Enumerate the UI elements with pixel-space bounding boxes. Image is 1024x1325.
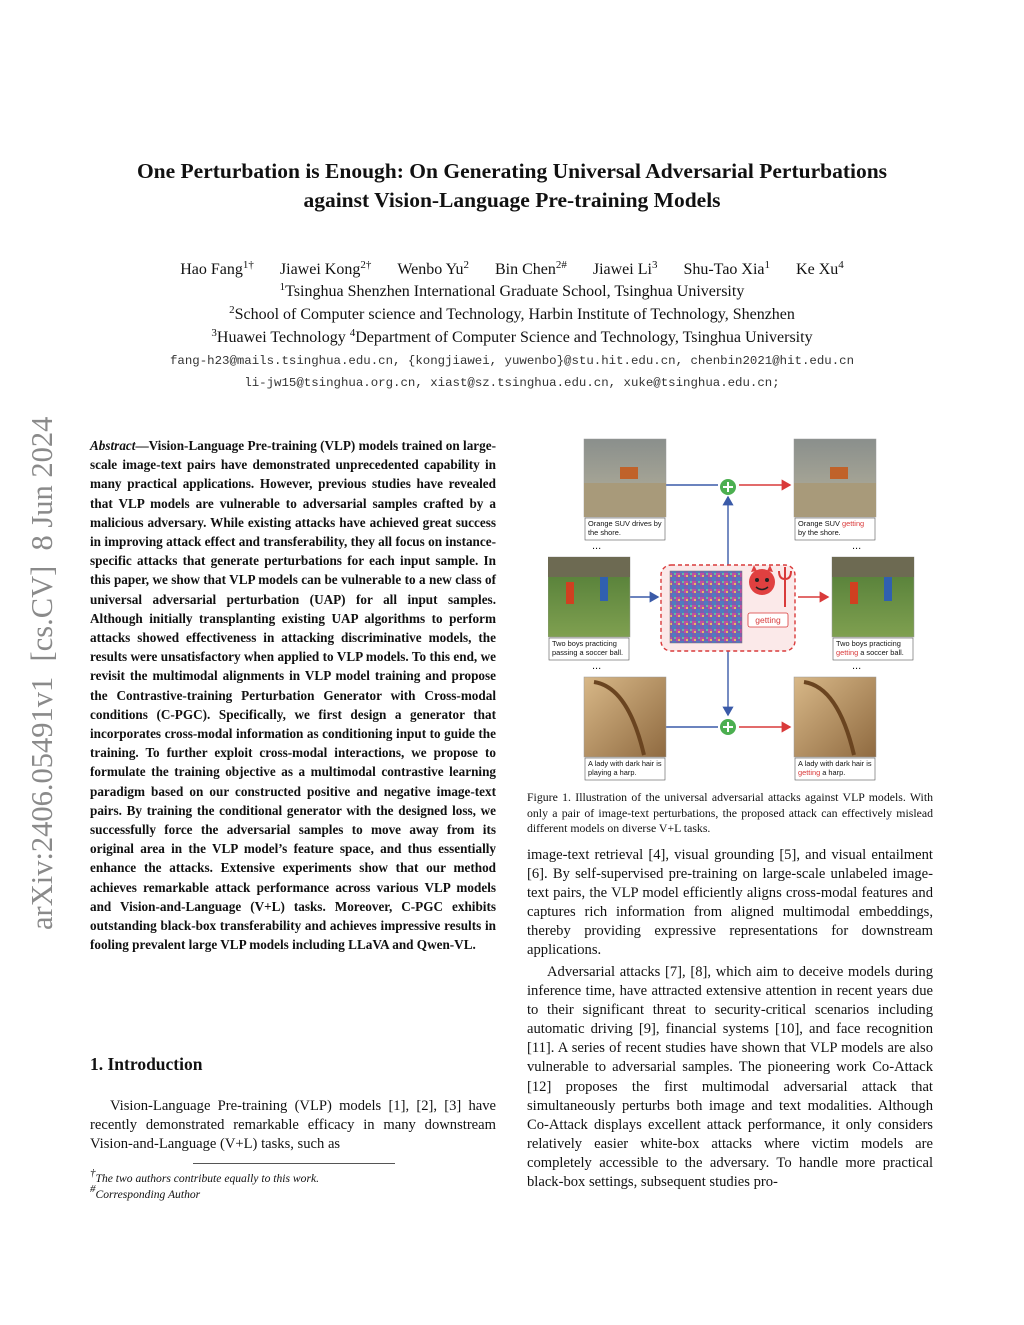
author: Bin Chen$^{2\#}$ [494,259,567,278]
arxiv-identifier-text: arXiv:2406.05491v1 [cs.CV] 8 Jun 2024 [25,416,59,930]
universal-perturbation-panel [661,565,795,651]
image-perturbation-noise [670,571,742,643]
body-paragraph: image-text retrieval [4], visual grounding [5], and visual entailment [6]. By self-supervised pre-training on large-scale unlabeled image-text pairs, the VLP model efficiently aligns cross-modal features and captures rich information from aligned multimodal embeddings, thereby providing expressive representations for downstream applications. [527,847,933,959]
abstract-text: Vision-Language Pre-training (VLP) models trained on large-scale image-text pairs have demonstrated unprecedented capability in many practical applications. However, previous studies have revealed that VLP models are vulnerable to adversarial samples crafted by a malicious adversary. While existing attacks have achieved great success in improving attack effect and transferability, they all focus on instance-specific attacks that generate perturbations for each input sample. In this paper, we show that VLP models can be vulnerable to a new class of universal adversarial perturbation (UAP) for all input samples. Although initially transplanting existing UAP algorithms to perform attacks showed effectiveness in attacking discriminative models, the results were unsatisfactory when applied to VLP models. To this end, we revisit the multimodal alignments in VLP model training and propose the Contrastive-training Perturbation Generator with Cross-modal conditions (C-PGC). Specifically, we first design a generator that incorporates cross-modal information as conditioning input to guide the training. To further exploit cross-modal interactions, we propose to formulate the training objective as a multimodal contrastive learning paradigm based on our constructed positive and negative image-text pairs. By training the conditional generator with the designed loss, we successfully force the adversarial samples to move away from its original area in the VLP model’s feature space, and thus essentially enhance the attacks. Extensive experiments show that our method achieves remarkable attack performance across various VLP models and Vision-and-Language (V+L) tasks. Moreover, C-PGC exhibits outstanding black-box transferability and achieves impressive results in fooling prevalent large VLP models including LLaVA and Qwen-VL. [90,438,496,953]
affiliation-1: $^1$Tsinghua Shenzhen International Graduate School, Tsinghua University [279,281,745,300]
ellipsis: ... [852,540,862,552]
ellipsis: ... [592,540,602,552]
footnote-divider [193,1163,395,1164]
beach-image-adversarial [794,439,876,517]
caption-box-clean: Orange SUV drives by the shore. [585,518,665,540]
author: Hao Fang$^{1\dagger}$ [180,259,254,278]
intro-paragraph: Vision-Language Pre-training (VLP) models [1], [2], [3] have recently demonstrated remarkable efficacy in many downstream Vision-and-Language (V+L) tasks, such as [90,1098,496,1153]
caption-box-adversarial: Orange SUV getting by the shore. [795,518,875,540]
footnotes [90,1167,496,1203]
add-perturbation-icon [720,719,736,735]
figure-1 [548,437,930,781]
harp-image-clean [584,677,666,757]
title-line-2: against Vision-Language Pre-training Models [303,188,721,212]
author: Wenbo Yu$^2$ [397,259,469,278]
ellipsis: ... [592,660,602,672]
caption-box-adversarial: A lady with dark hair is getting a harp. [795,758,875,780]
affiliation-3: $^3$Huawei Technology $^4$Department of Computer Science and Technology, Tsinghua University [211,327,813,346]
add-perturbation-icon [720,479,736,495]
author: Ke Xu$^4$ [796,259,844,278]
footnote-corresponding: #Corresponding Author [90,1183,201,1201]
soccer-image-clean [548,557,630,637]
caption-box-clean: Two boys practicing passing a soccer ball. [549,638,629,660]
section-heading-introduction: 1. Introduction [90,1054,203,1074]
ellipsis: ... [852,660,862,672]
email-line-1: fang-h23@mails.tsinghua.edu.cn, {kongjiawei, yuwenbo}@stu.hit.edu.cn, chenbin2021@hit.edu.cn [169,354,855,368]
harp-image-adversarial [794,677,876,757]
caption-box-clean: A lady with dark hair is playing a harp. [585,758,665,780]
title-line-1: One Perturbation is Enough: On Generating Universal Adversarial Perturbations [136,159,888,183]
caption-box-adversarial: Two boys practicing getting a soccer ball. [833,638,913,660]
beach-image-clean [584,439,666,517]
author: Jiawei Li$^3$ [592,259,658,278]
text-perturbation-word: getting [755,615,781,625]
footnote-equal-contribution: †The two authors contribute equally to this work. [90,1167,319,1185]
email-line-2: li-jw15@tsinghua.org.cn, xiast@sz.tsinghua.edu.cn, xuke@tsinghua.edu.cn; [244,376,780,390]
author: Jiawei Kong$^{2\dagger}$ [279,259,372,278]
figure-caption: Figure 1. Illustration of the universal adversarial attacks against VLP models. With only a pair of image-text perturbations, the proposed attack can effectively mislead different models on diverse V+L tasks. [527,790,933,835]
body-paragraph: Adversarial attacks [7], [8], which aim to deceive models during inference time, have attracted extensive attention in recent years due to their significant threat to security-critical scenarios including automatic driving [9], financial systems [10], and face recognition [11]. A series of recent studies have shown that VLP models are also vulnerable to adversarial samples. The pioneering work Co-Attack [12] proposes the first multimodal adversarial attack that simultaneously perturbs both image and text modalities. Although Co-Attack displays excellent attack performance, it only considers relatively easier white-box attacks where victim models are completely accessible to the adversary. To handle more practical black-box settings, subsequent studies pro- [527,964,933,1191]
abstract-label: Abstract [90,438,136,453]
affiliation-2: $^2$School of Computer science and Technology, Harbin Institute of Technology, Shenzhen [229,304,795,323]
author-list [60,259,964,281]
devil-icon [749,565,775,595]
abstract: Abstract—Vision-Language Pre-training (VLP) models trained on large-scale image-text pairs have demonstrated unprecedented capability in many practical applications. However, previous studies have revealed that VLP models are vulnerable to adversarial samples crafted by a malicious adversary. While existing attacks have achieved great success in improving attack effect and transferability, they all focus on instance-specific attacks that generate perturbations for each input sample. In this paper, we show that VLP models can be vulnerable to a new class of universal adversarial perturbation (UAP) for all input samples. Although initially transplanting existing UAP algorithms to perform attacks showed effectiveness in attacking discriminative models, the results were unsatisfactory when applied to VLP models. To this end, we revisit the multimodal alignments in VLP model training and propose the Contrastive-training Perturbation Generator with Cross-modal conditions (C-PGC). Specifically, we first design a generator that incorporates cross-modal information as conditioning input to guide the training. To further exploit cross-modal interactions, we propose to formulate the training objective as a multimodal contrastive learning paradigm based on our constructed positive and negative image-text pairs. By training the conditional generator with the designed loss, we successfully force the adversarial samples to move away from its original area in the VLP model’s feature space, and thus essentially enhance the attacks. Extensive experiments show that our method achieves remarkable attack performance across various VLP models and Vision-and-Language (V+L) tasks. Moreover, C-PGC exhibits outstanding black-box transferability and achieves impressive results in fooling prevalent large VLP models including LLaVA and Qwen-VL. [90,438,496,953]
soccer-image-adversarial [832,557,914,637]
author: Shu-Tao Xia$^1$ [683,259,771,278]
paper-title [60,157,964,215]
